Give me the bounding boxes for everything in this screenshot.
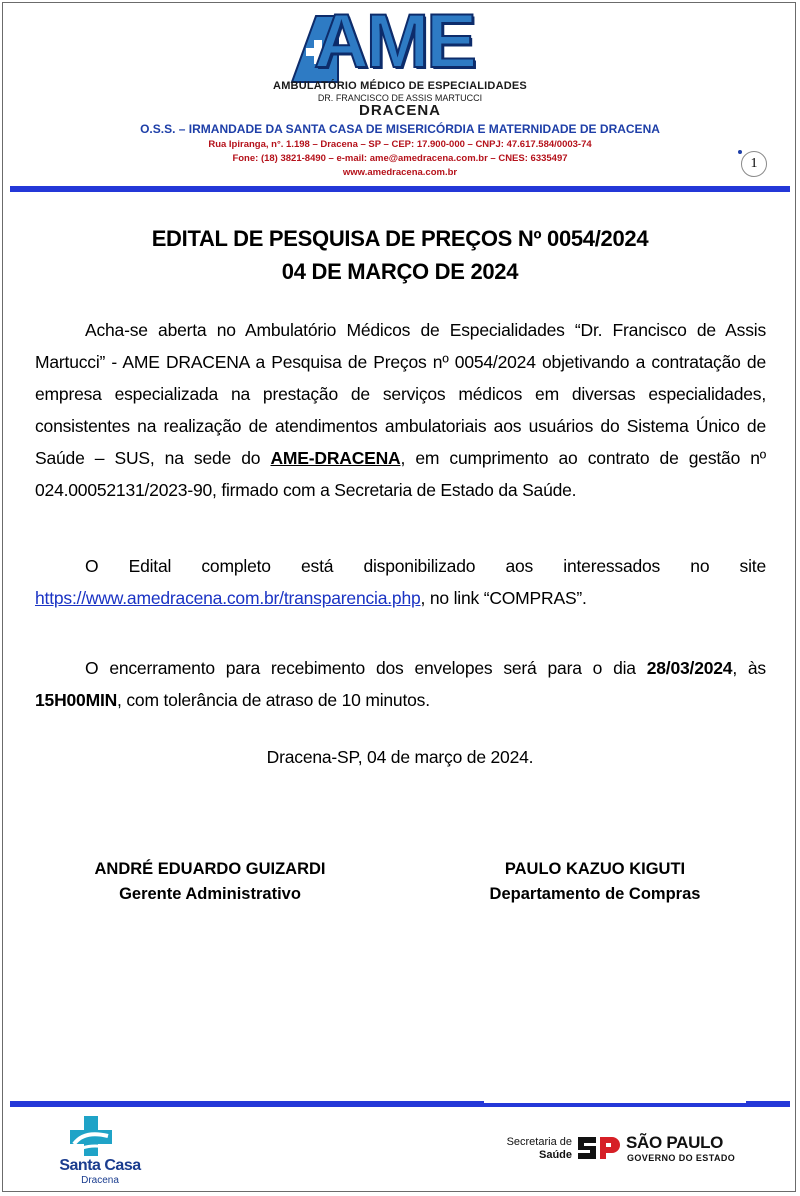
deadline-time: 15H00MIN	[35, 690, 118, 710]
page-number-dot	[738, 150, 742, 154]
signatory-role: Departamento de Compras	[489, 885, 701, 903]
paragraph-text: , no link “COMPRAS”.	[420, 588, 587, 608]
logo-text: AME	[314, 0, 474, 84]
footer-divider-gap	[484, 1101, 746, 1103]
header-divider	[10, 186, 790, 192]
saude-label: Saúde	[538, 1149, 572, 1161]
ame-logo	[286, 0, 498, 84]
document-date-title: 04 DE MARÇO DE 2024	[281, 259, 519, 284]
secretaria-label	[506, 1136, 572, 1162]
paragraph-text: , às	[732, 658, 766, 678]
santa-casa-cross-icon	[66, 1114, 116, 1158]
signature-left	[60, 857, 360, 907]
logo-city: DRACENA	[359, 102, 441, 119]
letterhead	[0, 0, 800, 196]
address-line: Rua Ipiranga, n°. 1.198 – Dracena – SP – CEP: 17.900-000 – CNPJ: 47.617.584/0003-74	[208, 139, 592, 150]
logo-subtitle-doctor: DR. FRANCISCO DE ASSIS MARTUCCI	[317, 93, 483, 103]
paragraph-deadline	[35, 652, 766, 716]
paragraph-text: , em cumprimento ao contrato de gestão nº 024.00052131/2023-90, firmado com a Secretaria de Estado da Saúde.	[35, 448, 767, 500]
page-number: 1	[741, 151, 767, 177]
logo-subtitle: AMBULATÓRIO MÉDICO DE ESPECIALIDADES	[273, 80, 527, 92]
santa-casa-city: Dracena	[81, 1175, 119, 1186]
paragraph-opening	[35, 314, 766, 506]
secretaria-line: Secretaria de	[506, 1136, 572, 1148]
governo-label: GOVERNO DO ESTADO	[627, 1153, 736, 1163]
website-line: www.amedracena.com.br	[342, 167, 458, 178]
signatory-name: ANDRÉ EDUARDO GUIZARDI	[94, 860, 326, 878]
paragraph-edital-link	[35, 550, 766, 614]
document-title: EDITAL DE PESQUISA DE PREÇOS Nº 0054/2024	[151, 226, 649, 251]
secretaria-line-bold	[506, 1149, 572, 1162]
santa-casa-name: Santa Casa	[59, 1157, 141, 1174]
sao-paulo-name: SÃO PAULO	[626, 1133, 724, 1152]
signatory-role: Gerente Administrativo	[119, 885, 301, 903]
sao-paulo-logo-icon	[576, 1135, 622, 1161]
paragraph-text: , com tolerância de atraso de 10 minutos.	[117, 690, 430, 710]
contact-line: Fone: (18) 3821-8490 – e-mail: ame@amedracena.com.br – CNES: 6335497	[232, 153, 568, 164]
signature-right	[445, 857, 745, 907]
transparency-link[interactable]: https://www.amedracena.com.br/transparencia.php	[35, 588, 421, 608]
paragraph-text: Acha-se aberta no Ambulatório Médicos de Especialidades “Dr. Francisco de Assis Martucci” - AME DRACENA a Pesquisa de Preços nº 0054/2024 objetivando a contratação de empresa especializada na prestação de serviços médicos em diversas especialidades, consistentes na realização de atendimentos ambulatoriais aos usuários do Sistema Único de Saúde – SUS, na sede do	[35, 320, 766, 468]
signatory-name: PAULO KAZUO KIGUTI	[504, 860, 686, 878]
ame-dracena-emphasis: AME-DRACENA	[270, 448, 401, 468]
deadline-date: 28/03/2024	[646, 658, 733, 678]
paragraph-text: O Edital completo está disponibilizado aos interessados no site	[85, 556, 766, 576]
place-date: Dracena-SP, 04 de março de 2024.	[266, 747, 534, 767]
paragraph-text: O encerramento para recebimento dos envelopes será para o dia	[85, 658, 647, 678]
organization-name: O.S.S. – IRMANDADE DA SANTA CASA DE MISERICÓRDIA E MATERNIDADE DE DRACENA	[140, 122, 660, 136]
